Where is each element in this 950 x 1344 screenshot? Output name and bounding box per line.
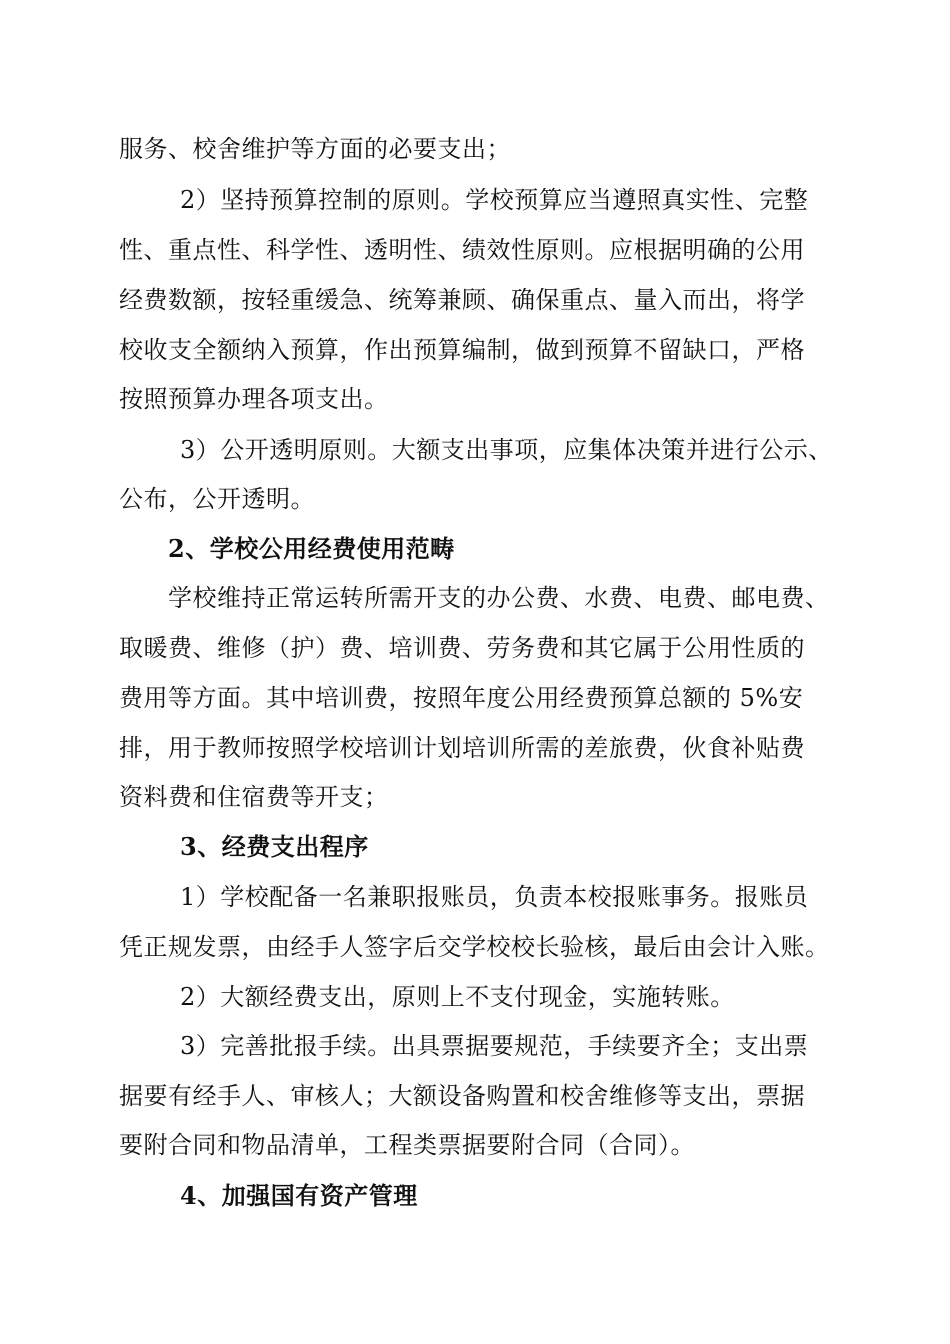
text-line: 据要有经手人、审核人；大额设备购置和校舍维修等支出，票据	[119, 1082, 805, 1110]
text-line: 凭正规发票，由经手人签字后交学校校长验核，最后由会计入账。	[119, 933, 830, 961]
section-heading: 4、加强国有资产管理	[180, 1181, 418, 1210]
text-line: 费用等方面。其中培训费，按照年度公用经费预算总额的 5%安	[119, 684, 804, 712]
text-line: 资料费和住宿费等开支；	[119, 783, 389, 811]
text-line: 2）坚持预算控制的原则。学校预算应当遵照真实性、完整	[180, 186, 809, 214]
text-line: 性、重点性、科学性、透明性、绩效性原则。应根据明确的公用	[119, 236, 805, 264]
text-line: 要附合同和物品清单，工程类票据要附合同（合同）。	[119, 1131, 695, 1159]
text-line: 1）学校配备一名兼职报账员，负责本校报账事务。报账员	[180, 883, 809, 911]
section-heading: 3、经费支出程序	[180, 832, 369, 861]
section-heading: 2、学校公用经费使用范畴	[168, 534, 455, 563]
text-line: 按照预算办理各项支出。	[119, 385, 389, 413]
text-line: 公布，公开透明。	[119, 485, 315, 513]
text-line: 取暖费、维修（护）费、培训费、劳务费和其它属于公用性质的	[119, 634, 805, 662]
text-line: 2）大额经费支出，原则上不支付现金，实施转账。	[180, 983, 735, 1011]
text-line: 3）公开透明原则。大额支出事项，应集体决策并进行公示、	[180, 436, 833, 464]
text-line: 排，用于教师按照学校培训计划培训所需的差旅费，伙食补贴费	[119, 734, 805, 762]
text-line: 经费数额，按轻重缓急、统筹兼顾、确保重点、量入而出，将学	[119, 286, 805, 314]
text-line: 3）完善批报手续。出具票据要规范，手续要齐全；支出票	[180, 1032, 809, 1060]
text-line: 服务、校舍维护等方面的必要支出；	[119, 135, 511, 163]
text-line: 学校维持正常运转所需开支的办公费、水费、电费、邮电费、	[168, 584, 830, 612]
text-line: 校收支全额纳入预算，作出预算编制，做到预算不留缺口，严格	[119, 336, 805, 364]
